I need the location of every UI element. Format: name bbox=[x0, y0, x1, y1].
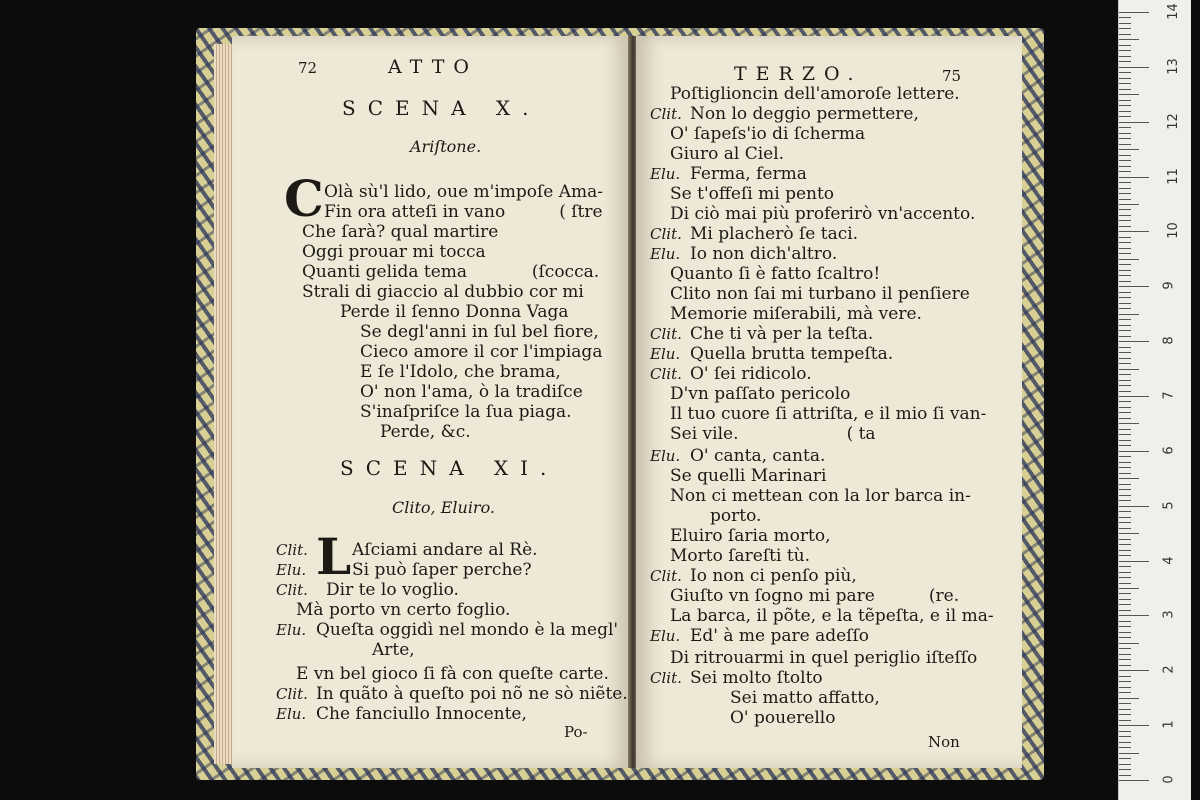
ruler-tick bbox=[1119, 566, 1131, 567]
ruler-tick bbox=[1119, 253, 1131, 254]
ruler-label: 3 bbox=[1161, 610, 1177, 620]
dialogue-text: Sei molto ſtolto bbox=[690, 668, 823, 688]
dialogue-text: Non lo deggio permettere, bbox=[690, 104, 919, 124]
ruler-tick bbox=[1119, 171, 1131, 172]
speaker-name: Clit. bbox=[276, 685, 308, 703]
ruler-tick bbox=[1119, 401, 1131, 402]
scene-cast: Ariſtone. bbox=[410, 137, 482, 156]
ruler-tick bbox=[1119, 270, 1131, 271]
ruler-tick bbox=[1119, 528, 1131, 529]
verse-line: Oggi prouar mi tocca bbox=[302, 242, 486, 262]
speaker-name: Clit. bbox=[276, 541, 308, 559]
ruler-tick bbox=[1119, 358, 1131, 359]
ruler-label: 10 bbox=[1165, 222, 1181, 240]
ruler-tick bbox=[1119, 61, 1131, 62]
ruler-tick bbox=[1119, 72, 1131, 73]
ruler-tick bbox=[1119, 484, 1131, 485]
verse-line: Cieco amore il cor l'impiaga bbox=[360, 342, 603, 362]
ruler-tick bbox=[1119, 615, 1149, 616]
ruler-tick bbox=[1119, 670, 1149, 671]
speaker-name: Elu. bbox=[650, 345, 681, 363]
ruler-tick bbox=[1119, 654, 1131, 655]
verse-line: O' non l'ama, ò la tradiſce bbox=[360, 382, 583, 402]
dialogue-text: Se quelli Marinari bbox=[670, 466, 827, 486]
ruler-tick bbox=[1119, 599, 1131, 600]
running-head: TERZO. bbox=[734, 63, 863, 85]
ruler-tick bbox=[1119, 583, 1131, 584]
ruler-tick bbox=[1119, 621, 1131, 622]
dialogue-text: O' ſei ridicolo. bbox=[690, 364, 812, 384]
drop-cap: L bbox=[316, 527, 352, 586]
ruler-tick bbox=[1119, 17, 1131, 18]
ruler-tick bbox=[1119, 731, 1131, 732]
speaker-name: Elu. bbox=[650, 627, 681, 645]
dialogue-text: D'vn paſſato pericolo bbox=[670, 384, 851, 404]
speaker-name: Clit. bbox=[650, 567, 682, 585]
running-head: ATTO bbox=[388, 56, 478, 78]
ruler-tick bbox=[1119, 456, 1131, 457]
catchword: Po- bbox=[564, 723, 588, 741]
ruler-label: 4 bbox=[1161, 555, 1177, 565]
dialogue-text: Ed' à me pare adeſſo bbox=[690, 626, 869, 646]
dialogue-text: Aſciami andare al Rè. bbox=[352, 540, 538, 560]
ruler-tick bbox=[1119, 177, 1149, 178]
page-block-edge bbox=[214, 44, 234, 764]
ruler-tick bbox=[1119, 462, 1131, 463]
dialogue-text: Giuſto vn ſogno mi pare (re. bbox=[670, 586, 960, 606]
ruler-tick bbox=[1119, 687, 1131, 688]
ruler-tick bbox=[1119, 308, 1131, 309]
ruler-tick bbox=[1119, 659, 1131, 660]
ruler-tick bbox=[1119, 89, 1131, 90]
ruler-tick bbox=[1119, 473, 1131, 474]
ruler-tick bbox=[1119, 204, 1139, 205]
left-page bbox=[232, 36, 630, 768]
dialogue-text: In quãto à queſto poi nõ ne sò niẽte. bbox=[316, 684, 628, 704]
scene-heading: SCENA X. bbox=[342, 96, 541, 120]
ruler-tick bbox=[1119, 363, 1131, 364]
ruler-tick bbox=[1119, 451, 1149, 452]
ruler-tick bbox=[1119, 588, 1139, 589]
dialogue-text: E vn bel gioco ſi fà con queſte carte. bbox=[296, 664, 609, 684]
ruler-tick bbox=[1119, 445, 1131, 446]
verse-line: Se degl'anni in ſul bel fiore, bbox=[360, 322, 599, 342]
dialogue-text: Quanto ſi è fatto ſcaltro! bbox=[670, 264, 881, 284]
verse-line: Perde, &c. bbox=[380, 422, 471, 442]
ruler-tick bbox=[1119, 593, 1131, 594]
dialogue-text: Che fanciullo Innocente, bbox=[316, 704, 527, 724]
ruler-tick bbox=[1119, 648, 1131, 649]
ruler-tick bbox=[1119, 506, 1149, 507]
speaker-name: Elu. bbox=[276, 561, 307, 579]
drop-cap: C bbox=[284, 169, 324, 228]
ruler-tick bbox=[1119, 720, 1131, 721]
dialogue-text: Poſtiglioncin dell'amoroſe lettere. bbox=[670, 84, 960, 104]
ruler-tick bbox=[1119, 555, 1131, 556]
ruler-tick bbox=[1119, 747, 1131, 748]
ruler-label: 9 bbox=[1161, 281, 1177, 290]
ruler-tick bbox=[1119, 314, 1139, 315]
speaker-name: Elu. bbox=[650, 245, 681, 263]
ruler-tick bbox=[1119, 28, 1131, 29]
dialogue-text: Sei vile. ( ta bbox=[670, 424, 876, 444]
speaker-name: Clit. bbox=[276, 581, 308, 599]
dialogue-text: Di ciò mai più proferirò vn'accento. bbox=[670, 204, 976, 224]
verse-line: Perde il ſenno Donna Vaga bbox=[340, 302, 569, 322]
ruler-tick bbox=[1119, 440, 1131, 441]
ruler-tick bbox=[1119, 692, 1131, 693]
dialogue-text: Morto ſareſti tù. bbox=[670, 546, 811, 566]
ruler-tick bbox=[1119, 83, 1131, 84]
ruler-tick bbox=[1119, 736, 1131, 737]
ruler-tick bbox=[1119, 336, 1131, 337]
catchword: Non bbox=[928, 733, 960, 751]
ruler-tick bbox=[1119, 100, 1131, 101]
ruler-label: 13 bbox=[1165, 58, 1181, 75]
ruler-tick bbox=[1119, 122, 1149, 123]
ruler-tick bbox=[1119, 550, 1131, 551]
dialogue-text: O' ſapeſs'io di ſcherma bbox=[670, 124, 866, 144]
ruler-tick bbox=[1119, 539, 1131, 540]
ruler-tick bbox=[1119, 199, 1131, 200]
ruler-tick bbox=[1119, 193, 1131, 194]
dialogue-text: Io non dich'altro. bbox=[690, 244, 838, 264]
ruler-tick bbox=[1119, 632, 1131, 633]
ruler-tick bbox=[1119, 166, 1131, 167]
ruler-tick bbox=[1119, 12, 1149, 13]
ruler-tick bbox=[1119, 407, 1131, 408]
ruler-tick bbox=[1119, 281, 1131, 282]
ruler-tick bbox=[1119, 237, 1131, 238]
right-page bbox=[636, 36, 1022, 768]
ruler-label: 7 bbox=[1161, 391, 1177, 400]
ruler-tick bbox=[1119, 94, 1139, 95]
dialogue-text: Queſta oggidì nel mondo è la megl' bbox=[316, 620, 619, 640]
verse-line: Fin ora atteſi in vano ( ſtre bbox=[324, 202, 603, 222]
ruler-tick bbox=[1119, 319, 1131, 320]
ruler-tick bbox=[1119, 764, 1131, 765]
ruler-tick bbox=[1119, 292, 1131, 293]
ruler-tick bbox=[1119, 275, 1131, 276]
ruler-label: 6 bbox=[1161, 446, 1177, 455]
ruler-tick bbox=[1119, 352, 1131, 353]
ruler-tick bbox=[1119, 610, 1131, 611]
ruler-tick bbox=[1119, 423, 1139, 424]
ruler-tick bbox=[1119, 489, 1131, 490]
speaker-name: Elu. bbox=[650, 165, 681, 183]
dialogue-text: Quella brutta tempeſta. bbox=[690, 344, 894, 364]
ruler-tick bbox=[1119, 434, 1131, 435]
page-number: 75 bbox=[942, 67, 962, 85]
speaker-name: Elu. bbox=[276, 621, 307, 639]
ruler-tick bbox=[1119, 533, 1139, 534]
ruler-tick bbox=[1119, 127, 1131, 128]
ruler-tick bbox=[1119, 385, 1131, 386]
ruler-label: 1 bbox=[1161, 720, 1177, 729]
scene-heading: SCENA XI. bbox=[340, 456, 559, 480]
ruler-tick bbox=[1119, 182, 1131, 183]
ruler-tick bbox=[1119, 264, 1131, 265]
ruler-tick bbox=[1119, 703, 1131, 704]
verse-line: Olà sù'l lido, oue m'impoſe Ama- bbox=[324, 182, 604, 202]
speaker-name: Clit. bbox=[650, 325, 682, 343]
dialogue-text: Clito non ſai mi turbano il penſiere bbox=[670, 284, 970, 304]
ruler-tick bbox=[1119, 248, 1131, 249]
verse-line: S'inaſpriſce la ſua piaga. bbox=[360, 402, 572, 422]
dialogue-text: Arte, bbox=[372, 640, 415, 660]
ruler-tick bbox=[1119, 467, 1131, 468]
verse-line: E ſe l'Idolo, che brama, bbox=[360, 362, 561, 382]
ruler-tick bbox=[1119, 676, 1131, 677]
ruler-label: 12 bbox=[1165, 112, 1181, 130]
ruler-tick bbox=[1119, 111, 1131, 112]
ruler-label: 0 bbox=[1161, 775, 1177, 784]
page-number: 72 bbox=[298, 59, 318, 77]
verse-line: Che ſarà? qual martire bbox=[302, 222, 499, 242]
dialogue-text: Mà porto vn certo foglio. bbox=[296, 600, 511, 620]
ruler-tick bbox=[1119, 138, 1131, 139]
dialogue-text: Eluiro ſaria morto, bbox=[670, 526, 831, 546]
dialogue-text: Non ci mettean con la lor barca in- bbox=[670, 486, 971, 506]
dialogue-text: Sei matto affatto, bbox=[730, 688, 880, 708]
ruler-tick bbox=[1119, 347, 1131, 348]
ruler-tick bbox=[1119, 396, 1149, 397]
verse-line: Quanti gelida tema (ſcocca. bbox=[302, 262, 600, 282]
ruler-tick bbox=[1119, 259, 1139, 260]
dialogue-text: Ferma, ferma bbox=[690, 164, 807, 184]
dialogue-text: Memorie miſerabili, mà vere. bbox=[670, 304, 922, 324]
ruler-tick bbox=[1119, 665, 1131, 666]
dialogue-text: Che ti và per la teſta. bbox=[690, 324, 874, 344]
ruler-tick bbox=[1119, 231, 1149, 232]
dialogue-text: Se t'offeſi mi pento bbox=[670, 184, 835, 204]
ruler-tick bbox=[1119, 714, 1131, 715]
dialogue-text: porto. bbox=[710, 506, 762, 526]
ruler-tick bbox=[1119, 34, 1131, 35]
ruler-tick bbox=[1119, 23, 1131, 24]
ruler-tick bbox=[1119, 45, 1131, 46]
ruler-tick bbox=[1119, 220, 1131, 221]
ruler-tick bbox=[1119, 753, 1139, 754]
ruler-tick bbox=[1119, 209, 1131, 210]
ruler-tick bbox=[1119, 325, 1131, 326]
dialogue-text: Dir te lo voglio. bbox=[326, 580, 459, 600]
dialogue-text: O' canta, canta. bbox=[690, 446, 826, 466]
ruler-tick bbox=[1119, 637, 1131, 638]
speaker-name: Clit. bbox=[650, 105, 682, 123]
dialogue-text: Io non ci penſo più, bbox=[690, 566, 857, 586]
ruler-tick bbox=[1119, 380, 1131, 381]
ruler-tick bbox=[1119, 116, 1131, 117]
ruler-tick bbox=[1119, 149, 1139, 150]
ruler-tick bbox=[1119, 643, 1139, 644]
ruler-tick bbox=[1119, 511, 1131, 512]
ruler-tick bbox=[1119, 626, 1131, 627]
ruler-tick bbox=[1119, 67, 1149, 68]
ruler-tick bbox=[1119, 105, 1131, 106]
ruler-tick bbox=[1119, 286, 1149, 287]
dialogue-text: Mi placherò ſe taci. bbox=[690, 224, 859, 244]
ruler-tick bbox=[1119, 544, 1131, 545]
ruler-tick bbox=[1119, 725, 1149, 726]
ruler-tick bbox=[1119, 374, 1131, 375]
ruler-tick bbox=[1119, 769, 1131, 770]
ruler-tick bbox=[1119, 78, 1131, 79]
speaker-name: Clit. bbox=[650, 225, 682, 243]
ruler-tick bbox=[1119, 155, 1131, 156]
speaker-name: Elu. bbox=[650, 447, 681, 465]
ruler-tick bbox=[1119, 681, 1131, 682]
speaker-name: Clit. bbox=[650, 365, 682, 383]
dialogue-text: La barca, il põte, e la tẽpeſta, e il ma- bbox=[670, 606, 994, 626]
dialogue-text: Giuro al Ciel. bbox=[670, 144, 785, 164]
ruler-tick bbox=[1119, 297, 1131, 298]
ruler-tick bbox=[1119, 144, 1131, 145]
ruler-tick bbox=[1119, 517, 1131, 518]
ruler-tick bbox=[1119, 369, 1139, 370]
dialogue-text: Si può ſaper perche? bbox=[352, 560, 532, 580]
scene-cast: Clito, Eluiro. bbox=[392, 498, 496, 517]
speaker-name: Clit. bbox=[650, 669, 682, 687]
ruler-tick bbox=[1119, 160, 1131, 161]
ruler-label: 8 bbox=[1161, 336, 1177, 345]
ruler-tick bbox=[1119, 698, 1139, 699]
ruler-tick bbox=[1119, 742, 1131, 743]
ruler-tick bbox=[1119, 391, 1131, 392]
ruler-tick bbox=[1119, 56, 1131, 57]
ruler-tick bbox=[1119, 303, 1131, 304]
dialogue-text: Il tuo cuore ſi attriſta, e il mio ſi van- bbox=[670, 404, 987, 424]
ruler-tick bbox=[1119, 604, 1131, 605]
dialogue-text: Di ritrouarmi in quel periglio iſteſſo bbox=[670, 648, 978, 668]
ruler-tick bbox=[1119, 429, 1131, 430]
verse-line: Strali di giaccio al dubbio cor mi bbox=[302, 282, 584, 302]
ruler-tick bbox=[1119, 330, 1131, 331]
ruler-tick bbox=[1119, 478, 1139, 479]
ruler-tick bbox=[1119, 758, 1131, 759]
dialogue-text: O' pouerello bbox=[730, 708, 836, 728]
speaker-name: Elu. bbox=[276, 705, 307, 723]
ruler-tick bbox=[1119, 495, 1131, 496]
ruler-tick bbox=[1119, 572, 1131, 573]
ruler-tick bbox=[1119, 522, 1131, 523]
ruler-tick bbox=[1119, 418, 1131, 419]
ruler-tick bbox=[1119, 242, 1131, 243]
ruler-label: 14 bbox=[1165, 3, 1181, 20]
ruler-tick bbox=[1119, 215, 1131, 216]
ruler-tick bbox=[1119, 50, 1131, 51]
ruler-label: 5 bbox=[1161, 501, 1177, 510]
ruler-tick bbox=[1119, 412, 1131, 413]
ruler-tick bbox=[1119, 709, 1131, 710]
ruler-tick bbox=[1119, 188, 1131, 189]
ruler-tick bbox=[1119, 780, 1149, 781]
ruler-tick bbox=[1119, 341, 1149, 342]
ruler-tick bbox=[1119, 226, 1131, 227]
ruler-label: 11 bbox=[1165, 167, 1181, 185]
ruler-tick bbox=[1119, 577, 1131, 578]
measurement-ruler bbox=[1118, 0, 1191, 800]
ruler-tick bbox=[1119, 133, 1131, 134]
ruler-label: 2 bbox=[1161, 665, 1177, 674]
ruler-tick bbox=[1119, 775, 1131, 776]
ruler-tick bbox=[1119, 500, 1131, 501]
ruler-tick bbox=[1119, 39, 1139, 40]
ruler-tick bbox=[1119, 561, 1149, 562]
